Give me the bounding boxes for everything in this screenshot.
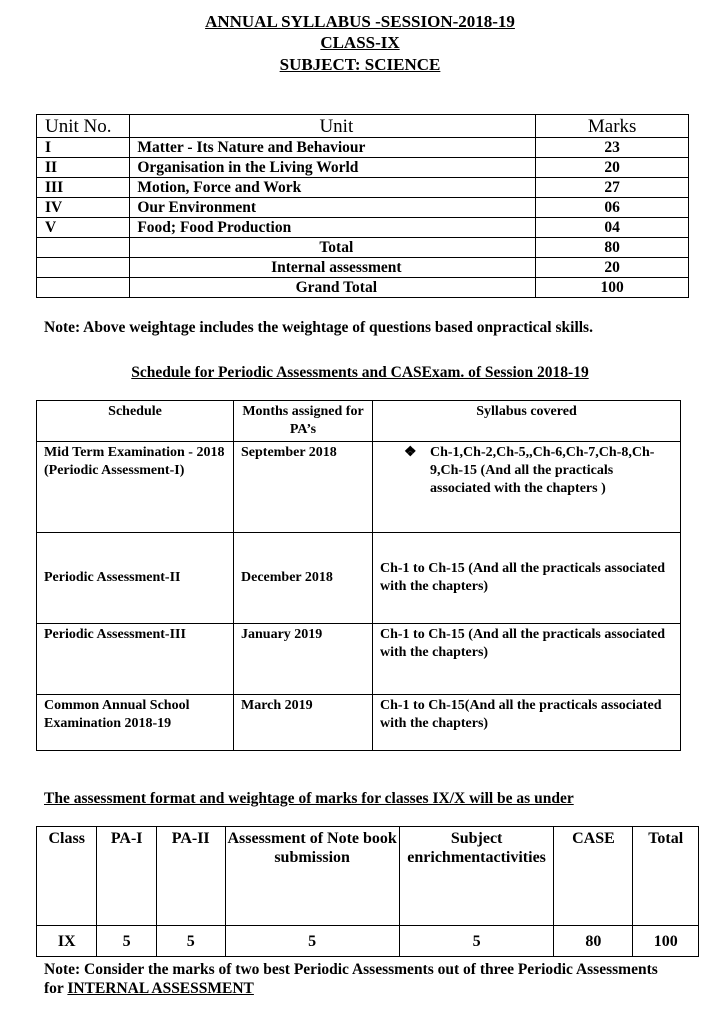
unit-name: Organisation in the Living World (130, 158, 536, 178)
table-row (37, 926, 699, 957)
header-enrichment: Subject enrichmentactivities (399, 827, 554, 926)
table-header-row (37, 401, 681, 442)
schedule-name: Periodic Assessment-III (37, 624, 234, 695)
notebook-value: 5 (225, 926, 399, 957)
schedule-month: December 2018 (234, 533, 373, 624)
weightage-note: Note: Above weightage includes the weightage of questions based onpractical skills. (44, 319, 593, 336)
internal-assessment-row (37, 258, 689, 278)
schedule-syllabus: Ch-1 to Ch-15(And all the practicals associated with the chapters) (373, 695, 681, 751)
header-unit-no: Unit No. (37, 115, 130, 138)
units-marks-table (36, 114, 689, 298)
header-case: CASE (554, 827, 633, 926)
syllabus-text: Ch-1,Ch-2,Ch-5,,Ch-6,Ch-7,Ch-8,Ch-9,Ch-15 (And all the practicals associated with the chapters ) (430, 445, 655, 496)
internal-assessment-label: Internal assessment (130, 258, 536, 278)
case-value: 80 (554, 926, 633, 957)
header-syllabus: Syllabus covered (373, 401, 681, 442)
total-label: Total (130, 238, 536, 258)
unit-marks: 06 (536, 198, 689, 218)
assessment-weightage-table (36, 826, 699, 957)
table-row (37, 178, 689, 198)
internal-assessment-value: 20 (536, 258, 689, 278)
table-header-row (37, 827, 699, 926)
header-unit: Unit (130, 115, 536, 138)
unit-name: Our Environment (130, 198, 536, 218)
table-row (37, 442, 681, 533)
header-pa-1: PA-I (97, 827, 156, 926)
internal-assessment-note (44, 960, 664, 998)
diamond-bullet-icon: ❖ (404, 445, 417, 460)
schedule-syllabus: Ch-1 to Ch-15 (And all the practicals associated with the chapters) (373, 624, 681, 695)
schedule-name: Mid Term Examination - 2018 (Periodic Assessment-I) (37, 442, 234, 533)
unit-name: Matter - Its Nature and Behaviour (130, 138, 536, 158)
unit-no: III (37, 178, 130, 198)
table-row (37, 158, 689, 178)
header-pa-2: PA-II (156, 827, 225, 926)
schedule-name: Periodic Assessment-II (37, 533, 234, 624)
unit-no: V (37, 218, 130, 238)
schedule-name: Common Annual School Examination 2018-19 (37, 695, 234, 751)
table-row (37, 218, 689, 238)
unit-no: IV (37, 198, 130, 218)
table-row (37, 533, 681, 624)
schedule-syllabus: Ch-1 to Ch-15 (And all the practicals associated with the chapters) (373, 533, 681, 624)
enrichment-value: 5 (399, 926, 554, 957)
class-value: IX (37, 926, 97, 957)
unit-marks: 04 (536, 218, 689, 238)
schedule-heading: Schedule for Periodic Assessments and CASExam. of Session 2018-19 (131, 364, 589, 381)
pa-2-value: 5 (156, 926, 225, 957)
table-row (37, 198, 689, 218)
table-row (37, 624, 681, 695)
grand-total-value: 100 (536, 278, 689, 298)
total-value: 80 (536, 238, 689, 258)
table-header-row (37, 115, 689, 138)
table-row (37, 138, 689, 158)
header-notebook: Assessment of Note book submission (225, 827, 399, 926)
unit-marks: 23 (536, 138, 689, 158)
unit-name: Motion, Force and Work (130, 178, 536, 198)
assessment-format-heading: The assessment format and weightage of marks for classes IX/X will be as under (44, 790, 574, 807)
schedule-month: January 2019 (234, 624, 373, 695)
class-title: CLASS-IX (320, 33, 400, 52)
internal-assessment-emphasis: INTERNAL ASSESSMENT (67, 980, 254, 997)
unit-marks: 20 (536, 158, 689, 178)
schedule-month: March 2019 (234, 695, 373, 751)
pa-1-value: 5 (97, 926, 156, 957)
table-row (37, 695, 681, 751)
schedule-month: September 2018 (234, 442, 373, 533)
syllabus-title: ANNUAL SYLLABUS -SESSION-2018-19 (205, 12, 515, 31)
unit-no: II (37, 158, 130, 178)
header-schedule: Schedule (37, 401, 234, 442)
schedule-table (36, 400, 681, 751)
header-class: Class (37, 827, 97, 926)
subject-title: SUBJECT: SCIENCE (279, 55, 441, 74)
header-months: Months assigned for PA’s (234, 401, 373, 442)
total-row (37, 238, 689, 258)
header-marks: Marks (536, 115, 689, 138)
unit-no: I (37, 138, 130, 158)
unit-name: Food; Food Production (130, 218, 536, 238)
note-text: Note: Consider the marks of two best Periodic Assessments out of three Periodic Assessments for (44, 961, 658, 997)
grand-total-label: Grand Total (130, 278, 536, 298)
schedule-syllabus (373, 442, 681, 533)
unit-marks: 27 (536, 178, 689, 198)
total-value: 100 (633, 926, 699, 957)
grand-total-row (37, 278, 689, 298)
header-total: Total (633, 827, 699, 926)
